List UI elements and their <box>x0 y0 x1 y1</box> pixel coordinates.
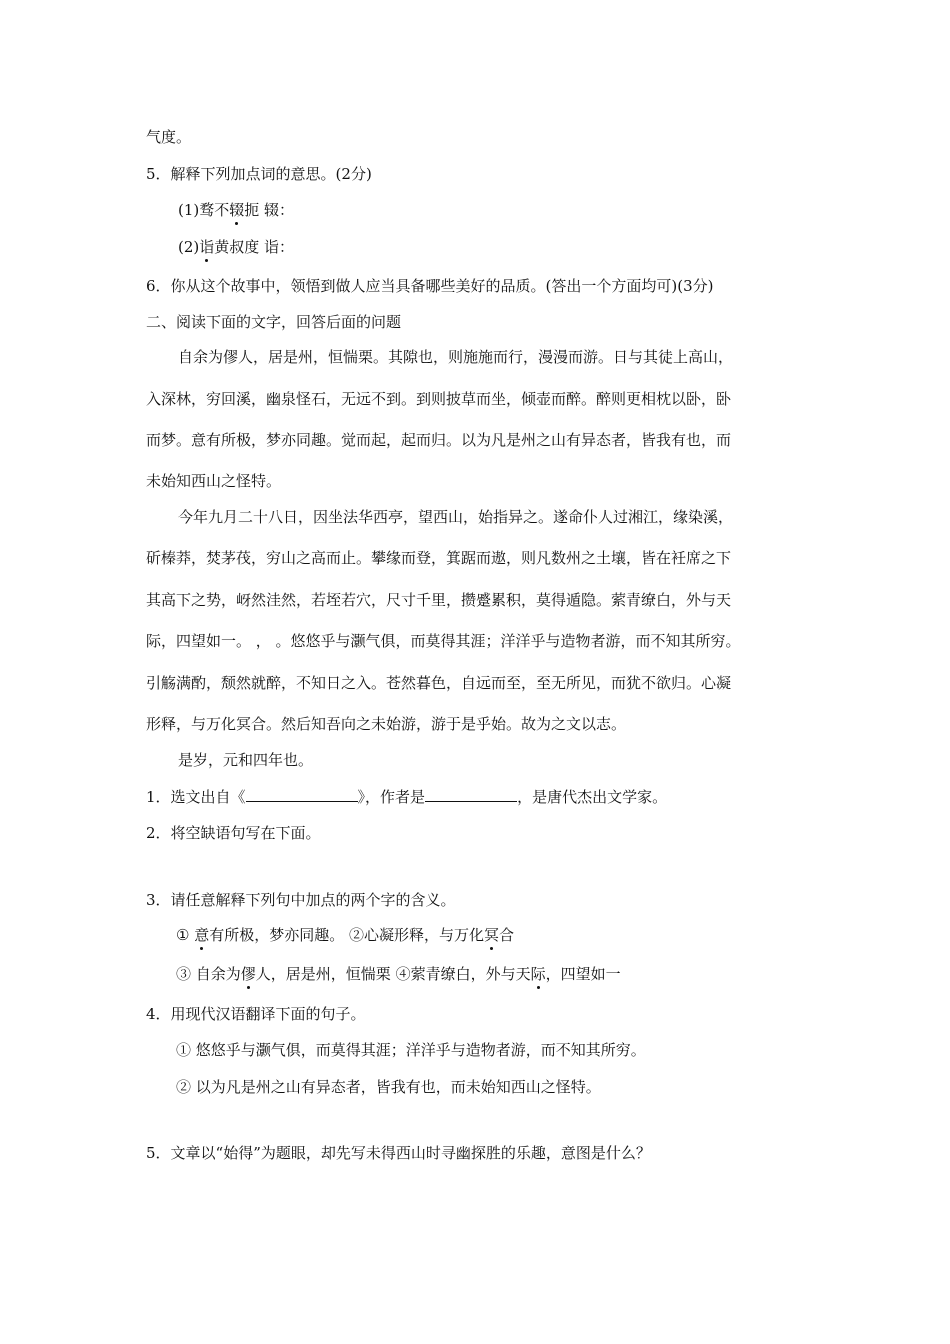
question-1 <box>146 787 667 807</box>
text-segment: 黄叔度 诣： <box>214 238 295 256</box>
question-3-row-2 <box>176 964 621 984</box>
text-segment: 人，居是州，恒惴栗 ④萦青缭白，外与天 <box>255 965 531 983</box>
text-segment: ，是唐代杰出文学家。 <box>517 788 668 806</box>
passage-line: 而梦。意有所极，梦亦同趣。觉而起，起而归。以为凡是州之山有异态者，皆我有也，而 <box>146 431 732 449</box>
question-4: 4．用现代汉语翻译下面的句子。 <box>146 1005 366 1023</box>
question-2: 2．将空缺语句写在下面。 <box>146 824 321 842</box>
text-segment: ③ 自余为 <box>176 965 241 983</box>
question-5: 5．解释下列加点词的意思。(2分) <box>146 165 372 183</box>
passage-line: 形释，与万化冥合。然后知吾向之未始游，游于是乎始。故为之文以志。 <box>146 715 627 733</box>
text-segment: 有所极，梦亦同趣。 ②心凝形释，与万化 <box>209 926 485 944</box>
text-segment: (2) <box>178 238 200 256</box>
dotted-character: 僇 <box>240 965 256 983</box>
text-segment: (1)骛不 <box>178 201 230 219</box>
dotted-character: 际 <box>530 965 546 983</box>
passage-line: 引觞满酌，颓然就醉，不知日之入。苍然暮色，自远而至，至无所见，而犹不欲归。心凝 <box>146 674 732 692</box>
text-segment: 1．选文出自《 <box>146 788 246 806</box>
question-3: 3．请任意解释下列句中加点的两个字的含义。 <box>146 891 456 909</box>
dotted-character: 意 <box>194 926 210 944</box>
question-5-item-2 <box>178 237 294 257</box>
passage-line: 斫榛莽，焚茅茷，穷山之高而止。攀缘而登，箕踞而遨，则凡数州之土壤，皆在衽席之下 <box>146 549 732 567</box>
answer-blank-source[interactable] <box>246 787 358 802</box>
text-segment: ① <box>176 926 195 944</box>
passage-line: 际，四望如一。 ， 。悠悠乎与灏气俱，而莫得其涯；洋洋乎与造物者游，而不知其所穷。 <box>146 632 741 650</box>
dotted-character: 辍 <box>229 201 245 219</box>
dotted-character: 诣 <box>199 238 215 256</box>
question-6: 6．你从这个故事中，领悟到做人应当具备哪些美好的品质。(答出一个方面均可)(3分) <box>146 277 714 295</box>
passage-line: 其高下之势，岈然洼然，若垤若穴，尺寸千里，攒蹙累积，莫得遁隐。萦青缭白，外与天 <box>146 591 732 609</box>
text-segment: ，四望如一 <box>545 965 621 983</box>
question-5-final: 5．文章以“始得”为题眼，却先写未得西山时寻幽探胜的乐趣，意图是什么？ <box>146 1144 651 1162</box>
question-4-item-2: ② 以为凡是州之山有异态者，皆我有也，而未始知西山之怪特。 <box>176 1078 601 1096</box>
text-segment: 扼 辍： <box>244 201 295 219</box>
section-heading: 二、阅读下面的文字，回答后面的问题 <box>146 313 402 331</box>
passage-line: 今年九月二十八日，因坐法华西亭，望西山，始指异之。遂命仆人过湘江，缘染溪， <box>178 508 734 526</box>
passage-line: 是岁，元和四年也。 <box>178 751 314 769</box>
passage-line: 自余为僇人，居是州，恒惴栗。其隙也，则施施而行，漫漫而游。日与其徒上高山， <box>178 348 734 366</box>
question-5-item-1 <box>178 200 294 220</box>
answer-blank-author[interactable] <box>425 787 517 802</box>
question-4-item-1: ① 悠悠乎与灏气俱，而莫得其涯；洋洋乎与造物者游，而不知其所穷。 <box>176 1041 646 1059</box>
dotted-character: 冥 <box>484 926 500 944</box>
text-segment: 》，作者是 <box>357 788 426 806</box>
question-3-row-1 <box>176 925 514 945</box>
text-segment: 合 <box>499 926 515 944</box>
passage-line: 未始知西山之怪特。 <box>146 472 282 490</box>
passage-line: 入深林，穷回溪，幽泉怪石，无远不到。到则披草而坐，倾壶而醉。醉则更相枕以卧，卧 <box>146 390 732 408</box>
text-line: 气度。 <box>146 128 192 146</box>
